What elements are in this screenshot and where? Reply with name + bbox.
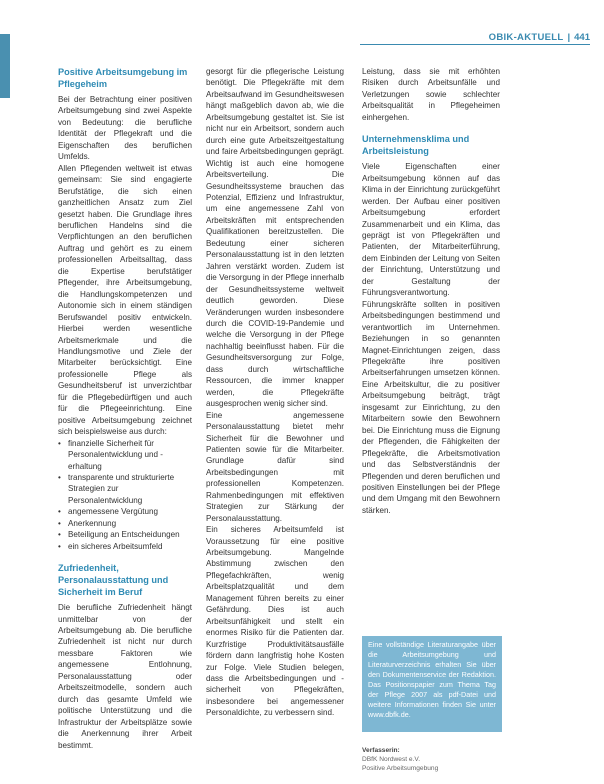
column-3 [362,66,500,516]
list-item: • Beteiligung an Entscheidungen [66,529,192,540]
paragraph: Viele Eigenschaften einer Arbeitsumgebung können auf das Klima in der Einrichtung zurückgeführt werden. Der Aufbau einer positiven Arbeitsumgebung erfordert Zusammenarbeit und ein Klima, das geprägt ist von Pflegekräften und Patienten, der Mitarbeiterführung, dem Einbinden der Leitung von Seiten der Einrichtung, Unterstützung und der Gestaltung der Führungsverantwortung. Führungskräfte sollten in positiven Arbeitsbedingungen bestimmend und verantwortlich im Unternehmen. Beziehungen in so genannten Magnet-Einrichtungen zeigen, dass Pflegekräfte ihre positiven Arbeitserfahrungen umsetzen können. Eine Arbeitskultur, die zu positiver Arbeitsumgebung beiträgt, trägt insgesamt zur Einrichtung, zu den Mitarbeitern sowie den Bewohnern bei. Die Einrichtung muss die Eignung der Pflegenden, die Fähigkeiten der Pflegekräfte, die Arbeitsmotivation und das Selbstverständnis der Pflegenden und deren beruflichen und positiven Einstellungen bei der Pflege und dem Umgang mit den Bewohnern stärken. [362,162,500,515]
info-box-text: Eine vollständige Literaturangabe über die Arbeitsumgebung und Literaturverzeichnis erhalten Sie über den Dokumentenservice der Redaktion. Das Positionspapier zum Thema Tag der Pflege 2007 als pdf-Datei und weitere Informationen finden Sie unter www.dbfk.de. [368,640,496,719]
list-item: • Anerkennung [66,518,192,529]
page-number: 441 [574,31,590,43]
list-item: • transparente und strukturierte Strategien zur Personalentwicklung [66,472,192,506]
paragraph: Eine angemessene Personalausstattung bietet mehr Sicherheit für die Bewohner und Patienten sowie für die Mitarbeiter. Grundlage dafür sind Arbeitsbedingungen mit professionellen Kompetenzen. Rahmenbedingungen mit effektiven Strategien zur Stärkung der Personalausstattung. [206,410,344,523]
header-separator: | [567,31,571,43]
paragraph: Die berufliche Zufriedenheit hängt unmittelbar von der Arbeitsumgebung ab. Die berufliche Zufriedenheit ist nicht nur durch messbare Faktoren wie angemessene Entlohnung, Personalausstattung oder Arbeitszeitmodelle, sondern auch durch das gesamte Umfeld wie politische Unterstützung und die Infrastruktur der Arbeitsplätze sowie die Anerkennung ihrer Arbeit bestimmt. [58,603,192,750]
list-item: • angemessene Vergütung [66,506,192,517]
info-box [362,636,502,732]
footer-line: Positive Arbeitsumgebung [362,765,439,772]
bullet-list [58,438,192,553]
paragraph: Leistung, dass sie mit erhöhten Risiken durch Arbeitsunfälle und Verletzungen sowie schlechter Arbeitsqualität in Pflegeheimen einhergehen. [362,67,500,122]
running-header [390,30,590,44]
footer-label: Verfasserin: [362,747,400,754]
heading-positive-arbeitsumgebung: Positive Arbeitsumgebung im Pflegeheim [58,67,188,89]
paragraph: gesorgt für die pflegerische Leistung benötigt. Die Pflegekräfte mit dem Arbeitsaufwand im Gesundheitswesen hängt maßgeblich davon ab, wie die Arbeitsumgebung gestaltet ist. Sie ist nicht nur ein Arbeitsort, sondern auch durch eine gute Arbeitszeitgestaltung und faire Arbeitsbedingungen geprägt. Wichtig ist auch eine homogene Arbeitsverteilung. Die Gesundheitssysteme brauchen das Potenzial, Effizienz und Infrastruktur, um eine angemessene Zahl von Arbeitskräften mit entsprechenden Qualifikationen bereitzustellen. Die Bedeutung einer sicheren Personalausstattung ist in den letzten Jahren verstärkt worden. Zudem ist die Versorgung in der Pflege innerhalb der Gesundheitssysteme weltweit deutlich geworden. Diese Veränderungen wurden insbesondere durch die COVID-19-Pandemie und welche die Versorgung in der Pflege nachhaltig beeinflusst haben. Für die Gesundheitsversorgung zur Folge, dass durch wirtschaftliche Ressourcen, die immer knapper werden, die Pflegekräfte ausgesprochen wenig sicher sind. [206,67,344,409]
paragraph: Bei der Betrachtung einer positiven Arbeitsumgebung sind zwei Aspekte von Bedeutung: die berufliche Identität der Pflegekraft und die Eigenschaften des beruflichen Umfelds. [58,95,192,162]
paragraph: Allen Pflegenden weltweit ist etwas gemeinsam: Sie sind engagierte Berufstätige, die sich einen ganzheitlichen Ansatz zum Ziel gesetzt haben. Die Grundlage ihres beruflichen Handelns sind die Verpflichtungen an den beruflichen Auftrag und gehört es zu einem professionellen Arbeitsalltag, dass die Expertise berufstätiger Pflegender, ihre Arbeitsumgebung, die Handlungskompetenzen und Autonomie sich in einem ständigen Berufswandel positiv entwickeln. Hierbei werden wesentliche Arbeitsmerkmale und die Handlungsmotive und Ziele der Mitarbeiter berücksichtigt. Eine professionelle Pflege als Gesundheitsberuf ist unverzichtbar für die Pflegebedürftigen und auch für die Pflegeeinrichtung. Eine positive Arbeitsumgebung zeichnet sich beispielsweise aus durch: [58,163,192,437]
column-1 [58,66,192,751]
list-item: • finanzielle Sicherheit für Personalentwicklung und -erhaltung [66,438,192,472]
header-rule [360,44,590,45]
column-2 [206,66,344,719]
paragraph: Ein sicheres Arbeitsumfeld ist Voraussetzung für eine positive Arbeitsumgebung. Mangelnde Abstimmung zwischen den Pflegefachkräften, wenig Arbeitsplatzqualität und dem Management führen bereits zu einer Gefährdung. Dies ist auch Arbeitsunfähigkeit und stellt ein enormes Risiko für die Patienten dar. Kurzfristige Produktivitätsausfälle fördern dann langfristig hohe Kosten zur Folge. Viele Studien belegen, dass die Arbeitsbedingungen und -sicherheit von Pflegekräften, insbesondere bei angemessener Personaldichte, zu verbessern sind. [206,525,344,718]
header-section: OBIK-AKTUELL [488,31,564,43]
heading-zufriedenheit: Zufriedenheit, Personalausstattung und Sicherheit im Beruf [58,563,169,598]
footer-line: DBfK Nordwest e.V. [362,756,421,763]
heading-unternehmensklima: Unternehmensklima und Arbeitsleistung [362,134,470,157]
list-item: • ein sicheres Arbeitsumfeld [66,541,192,552]
side-tab-marker [0,34,10,98]
author-footer [362,746,502,773]
